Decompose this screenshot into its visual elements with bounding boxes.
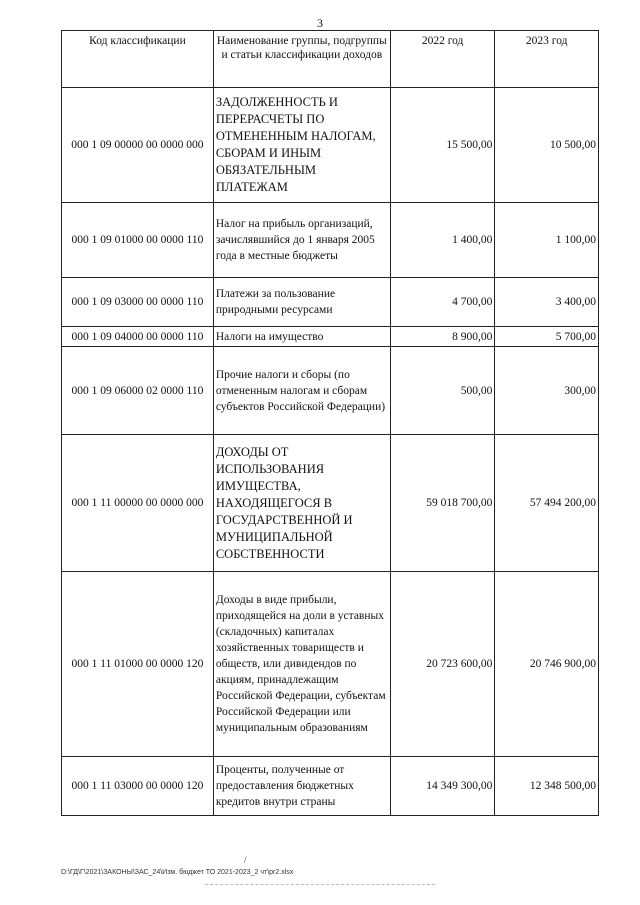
header-code: Код классификации <box>62 31 214 88</box>
row-name: Проценты, полученные от предоставления бюджетных кредитов внутри страны <box>213 757 390 816</box>
row-value-2022: 4 700,00 <box>390 278 495 327</box>
table-row <box>62 88 599 203</box>
table-row <box>62 327 599 347</box>
row-value-2023: 12 348 500,00 <box>495 757 599 816</box>
row-name: ДОХОДЫ ОТ ИСПОЛЬЗОВАНИЯ ИМУЩЕСТВА, НАХОДЯЩЕГОСЯ В ГОСУДАРСТВЕННОЙ И МУНИЦИПАЛЬНОЙ СОБСТВЕННОСТИ <box>213 435 390 572</box>
row-code: 000 1 11 00000 00 0000 000 <box>62 435 214 572</box>
table-row <box>62 203 599 278</box>
row-value-2023: 1 100,00 <box>495 203 599 278</box>
table-row <box>62 347 599 435</box>
row-code: 000 1 09 04000 00 0000 110 <box>62 327 214 347</box>
row-value-2023: 300,00 <box>495 347 599 435</box>
header-2022: 2022 год <box>390 31 495 88</box>
table-header-row <box>62 31 599 88</box>
revenue-table <box>61 30 599 816</box>
row-name: Налоги на имущество <box>213 327 390 347</box>
row-code: 000 1 09 06000 02 0000 110 <box>62 347 214 435</box>
footer-mark: / <box>244 855 247 865</box>
row-value-2022: 14 349 300,00 <box>390 757 495 816</box>
row-value-2023: 10 500,00 <box>495 88 599 203</box>
row-value-2022: 1 400,00 <box>390 203 495 278</box>
scan-artifact-line <box>205 884 435 885</box>
table-row <box>62 757 599 816</box>
row-value-2022: 59 018 700,00 <box>390 435 495 572</box>
header-2023: 2023 год <box>495 31 599 88</box>
row-code: 000 1 11 01000 00 0000 120 <box>62 572 214 757</box>
row-value-2023: 57 494 200,00 <box>495 435 599 572</box>
row-code: 000 1 09 01000 00 0000 110 <box>62 203 214 278</box>
table-row <box>62 435 599 572</box>
row-name: Доходы в виде прибыли, приходящейся на доли в уставных (складочных) капиталах хозяйственных товариществ и обществ, или дивидендов по акциям, принадлежащим Российской Федерации, субъектам Российской Федерации или муниципальным образованиям <box>213 572 390 757</box>
table-row <box>62 278 599 327</box>
row-value-2022: 8 900,00 <box>390 327 495 347</box>
header-name: Наименование группы, подгруппы и статьи классификации доходов <box>213 31 390 88</box>
row-name: Прочие налоги и сборы (по отмененным налогам и сборам субъектов Российской Федерации) <box>213 347 390 435</box>
row-code: 000 1 11 03000 00 0000 120 <box>62 757 214 816</box>
row-value-2022: 20 723 600,00 <box>390 572 495 757</box>
table-row <box>62 572 599 757</box>
row-code: 000 1 09 03000 00 0000 110 <box>62 278 214 327</box>
page-number: 3 <box>317 16 323 30</box>
row-value-2023: 5 700,00 <box>495 327 599 347</box>
footer-file-path: D:\ГД\Г\2021\ЗАКОНЫ\ЗАС_24\Изм. бюджет ТО 2021-2023_2 чт\pr2.xlsx <box>61 869 294 876</box>
row-value-2022: 15 500,00 <box>390 88 495 203</box>
row-value-2023: 3 400,00 <box>495 278 599 327</box>
row-value-2023: 20 746 900,00 <box>495 572 599 757</box>
row-value-2022: 500,00 <box>390 347 495 435</box>
row-name: Налог на прибыль организаций, зачислявшийся до 1 января 2005 года в местные бюджеты <box>213 203 390 278</box>
row-code: 000 1 09 00000 00 0000 000 <box>62 88 214 203</box>
row-name: Платежи за пользование природными ресурсами <box>213 278 390 327</box>
row-name: ЗАДОЛЖЕННОСТЬ И ПЕРЕРАСЧЕТЫ ПО ОТМЕНЕННЫМ НАЛОГАМ, СБОРАМ И ИНЫМ ОБЯЗАТЕЛЬНЫМ ПЛАТЕЖАМ <box>213 88 390 203</box>
